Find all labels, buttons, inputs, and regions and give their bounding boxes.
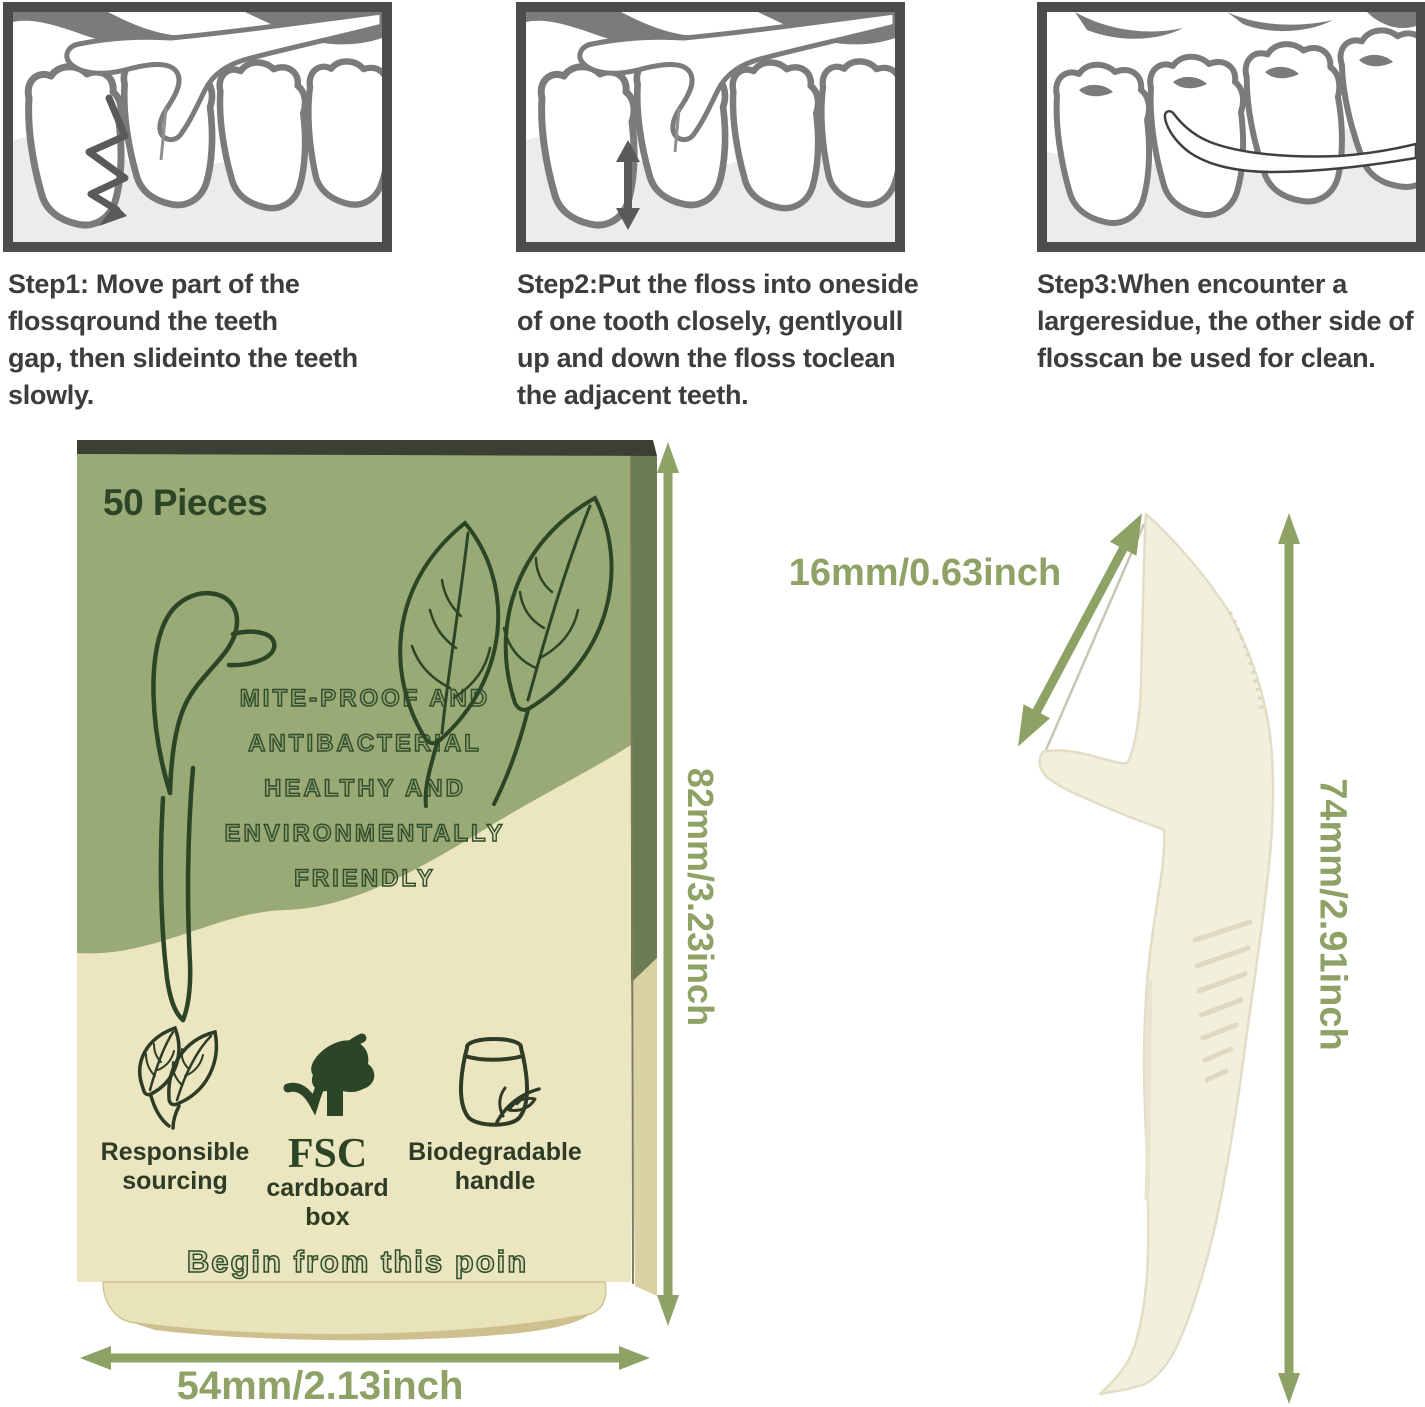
feature-biodegradable-handle	[400, 1024, 590, 1196]
piece-count-label: 50 Pieces	[103, 482, 268, 523]
box-height-label: 82mm/3.23inch	[680, 767, 721, 1027]
step1-illustration-panel	[3, 2, 392, 252]
box-height-arrow	[655, 441, 681, 1327]
pick-length-label: 74mm/2.91inch	[1311, 778, 1354, 1051]
product-box	[75, 438, 660, 1343]
fsc-logo-icon	[255, 1024, 400, 1130]
pick-length-arrow	[1275, 512, 1303, 1405]
feature-responsible-sourcing	[90, 1024, 260, 1196]
feature-label: Responsible sourcing	[100, 1138, 250, 1195]
teeth-floss-zigzag-art	[13, 12, 382, 242]
floss-span-arrow	[990, 495, 1170, 775]
box-claims-text: MITE-PROOF AND ANTIBACTERIAL HEALTHY AND ENVIRONMENTALLY FRIENDLY	[224, 685, 506, 892]
step3-illustration-panel	[1037, 2, 1425, 252]
teeth-pick-tip-art	[1047, 12, 1416, 242]
floss-span-label: 16mm/0.63inch	[788, 552, 1062, 594]
feature-label: cardboard box	[266, 1174, 389, 1231]
box-width-label: 54mm/2.13inch	[176, 1364, 464, 1407]
box-footer-text: Begin from this poin	[186, 1244, 529, 1279]
step2-illustration-panel	[516, 2, 905, 252]
step2-caption: Step2:Put the floss into oneside of one tooth closely, gentlyoull up and down the floss toclean the adjacent teeth.	[517, 269, 919, 410]
teeth-floss-updown-art	[526, 12, 895, 242]
box-features	[75, 1024, 660, 1249]
feature-label: Biodegradable handle	[408, 1138, 582, 1195]
step1-caption: Step1: Move part of the flossqround the teeth gap, then slideinto the teeth slowly.	[8, 269, 358, 410]
step3-caption: Step3:When encounter a largeresidue, the other side of flosscan be used for clean.	[1037, 269, 1414, 373]
biodegradable-bag-icon	[400, 1024, 590, 1130]
leaves-icon	[90, 1024, 260, 1130]
feature-fsc-cardboard-box	[255, 1024, 400, 1232]
fsc-heading: FSC	[287, 1131, 368, 1177]
